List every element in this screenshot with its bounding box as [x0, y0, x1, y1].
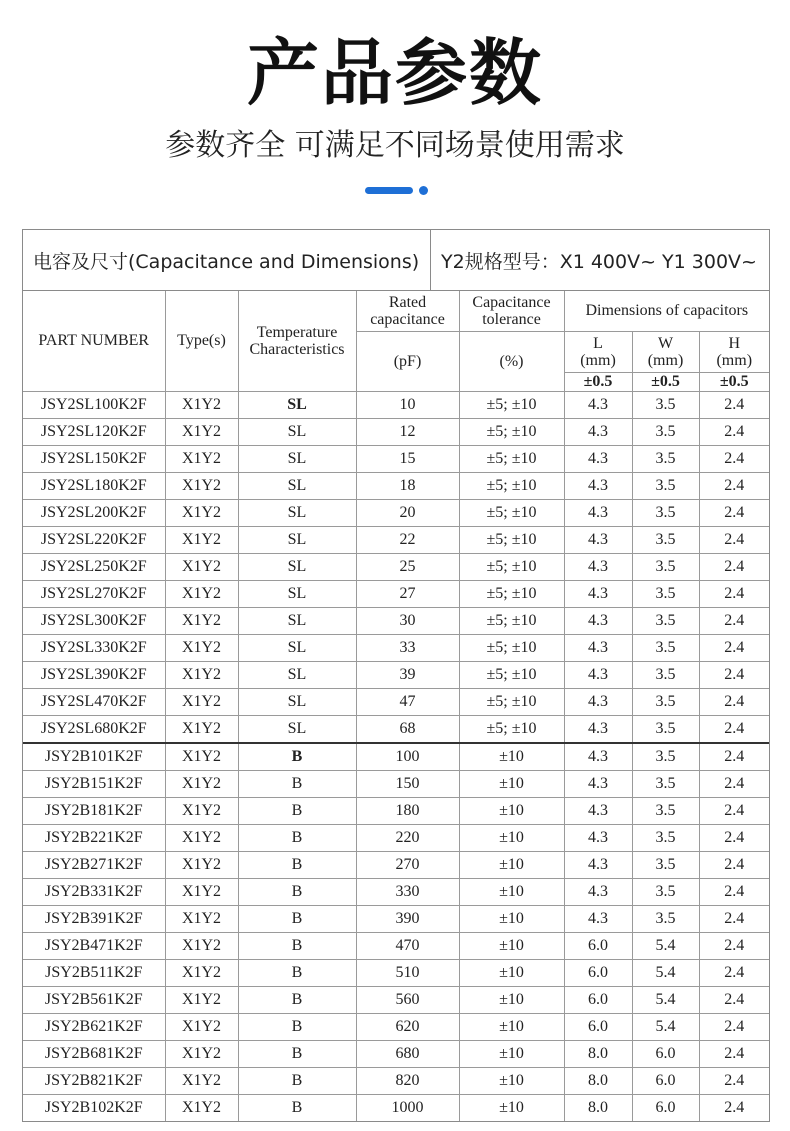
cell-height: 2.4	[699, 445, 769, 472]
col-height-tolerance: ±0.5	[699, 372, 769, 391]
table-row	[23, 391, 769, 418]
cell-temperature: B	[238, 770, 356, 797]
cell-length: 4.3	[564, 553, 632, 580]
cell-type: X1Y2	[165, 878, 238, 905]
accent-dot	[419, 186, 428, 195]
cell-height: 2.4	[699, 526, 769, 553]
cell-height: 2.4	[699, 986, 769, 1013]
cell-height: 2.4	[699, 1013, 769, 1040]
col-height-label: H	[728, 334, 741, 352]
cell-length: 4.3	[564, 418, 632, 445]
cell-width: 5.4	[632, 986, 699, 1013]
table-row	[23, 634, 769, 661]
cell-type: X1Y2	[165, 634, 238, 661]
cell-tolerance: ±5; ±10	[459, 688, 564, 715]
cell-rated-capacitance: 22	[356, 526, 459, 553]
cell-rated-capacitance: 680	[356, 1040, 459, 1067]
cell-temperature: B	[238, 824, 356, 851]
cell-type: X1Y2	[165, 851, 238, 878]
col-dimensions: Dimensions of capacitors	[564, 291, 769, 331]
cell-length: 4.3	[564, 878, 632, 905]
cell-tolerance: ±5; ±10	[459, 553, 564, 580]
cell-width: 3.5	[632, 770, 699, 797]
cell-length: 4.3	[564, 851, 632, 878]
cell-height: 2.4	[699, 634, 769, 661]
cell-rated-capacitance: 18	[356, 472, 459, 499]
cell-temperature: SL	[238, 607, 356, 634]
cell-rated-capacitance: 330	[356, 878, 459, 905]
banner-y2-model: Y2规格型号：X1 400V~ Y1 300V~	[441, 250, 757, 273]
cell-width: 3.5	[632, 661, 699, 688]
cell-rated-capacitance: 220	[356, 824, 459, 851]
cell-temperature: B	[238, 851, 356, 878]
cell-temperature: B	[238, 878, 356, 905]
cell-width: 3.5	[632, 580, 699, 607]
cell-type: X1Y2	[165, 824, 238, 851]
col-length-label: L	[593, 334, 603, 352]
col-tolerance-unit: (%)	[459, 331, 564, 391]
cell-temperature: SL	[238, 391, 356, 418]
cell-width: 3.5	[632, 688, 699, 715]
cell-type: X1Y2	[165, 418, 238, 445]
cell-part-number: JSY2SL680K2F	[23, 715, 165, 743]
cell-width: 3.5	[632, 553, 699, 580]
cell-width: 3.5	[632, 797, 699, 824]
col-height-unit: (mm)	[716, 351, 753, 369]
cell-tolerance: ±10	[459, 986, 564, 1013]
cell-tolerance: ±5; ±10	[459, 418, 564, 445]
cell-rated-capacitance: 1000	[356, 1094, 459, 1121]
cell-width: 3.5	[632, 878, 699, 905]
cell-length: 4.3	[564, 905, 632, 932]
cell-temperature: B	[238, 932, 356, 959]
cell-length: 4.3	[564, 715, 632, 743]
cell-type: X1Y2	[165, 770, 238, 797]
cell-width: 3.5	[632, 418, 699, 445]
col-temperature-line1: Temperature	[256, 323, 338, 341]
cell-part-number: JSY2SL300K2F	[23, 607, 165, 634]
col-length	[564, 331, 632, 372]
cell-width: 3.5	[632, 634, 699, 661]
cell-type: X1Y2	[165, 1094, 238, 1121]
table-row	[23, 526, 769, 553]
spec-banner	[23, 230, 769, 291]
table-row	[23, 661, 769, 688]
col-tolerance-line2: tolerance	[482, 310, 541, 328]
cell-type: X1Y2	[165, 986, 238, 1013]
cell-tolerance: ±10	[459, 959, 564, 986]
cell-type: X1Y2	[165, 1013, 238, 1040]
cell-part-number: JSY2SL100K2F	[23, 391, 165, 418]
cell-part-number: JSY2SL200K2F	[23, 499, 165, 526]
cell-rated-capacitance: 20	[356, 499, 459, 526]
cell-height: 2.4	[699, 932, 769, 959]
cell-rated-capacitance: 27	[356, 580, 459, 607]
cell-type: X1Y2	[165, 499, 238, 526]
cell-height: 2.4	[699, 824, 769, 851]
cell-height: 2.4	[699, 878, 769, 905]
col-capacitance-tolerance	[459, 291, 564, 331]
cell-temperature: B	[238, 986, 356, 1013]
cell-height: 2.4	[699, 1067, 769, 1094]
cell-height: 2.4	[699, 553, 769, 580]
cell-tolerance: ±5; ±10	[459, 607, 564, 634]
table-row	[23, 715, 769, 743]
cell-rated-capacitance: 39	[356, 661, 459, 688]
cell-rated-capacitance: 30	[356, 607, 459, 634]
cell-width: 5.4	[632, 932, 699, 959]
cell-part-number: JSY2SL470K2F	[23, 688, 165, 715]
accent-bar	[365, 187, 413, 194]
cell-type: X1Y2	[165, 932, 238, 959]
cell-length: 4.3	[564, 770, 632, 797]
cell-part-number: JSY2B151K2F	[23, 770, 165, 797]
cell-temperature: SL	[238, 499, 356, 526]
cell-temperature: SL	[238, 634, 356, 661]
cell-part-number: JSY2SL120K2F	[23, 418, 165, 445]
cell-width: 3.5	[632, 743, 699, 771]
cell-height: 2.4	[699, 797, 769, 824]
cell-type: X1Y2	[165, 580, 238, 607]
cell-height: 2.4	[699, 580, 769, 607]
cell-width: 5.4	[632, 959, 699, 986]
cell-temperature: B	[238, 1013, 356, 1040]
cell-tolerance: ±10	[459, 905, 564, 932]
spec-table	[23, 291, 769, 1121]
table-row	[23, 1094, 769, 1121]
cell-length: 4.3	[564, 526, 632, 553]
cell-width: 3.5	[632, 851, 699, 878]
cell-part-number: JSY2B391K2F	[23, 905, 165, 932]
cell-rated-capacitance: 270	[356, 851, 459, 878]
table-row	[23, 932, 769, 959]
cell-tolerance: ±10	[459, 743, 564, 771]
cell-tolerance: ±10	[459, 824, 564, 851]
cell-rated-capacitance: 180	[356, 797, 459, 824]
cell-part-number: JSY2SL150K2F	[23, 445, 165, 472]
cell-part-number: JSY2B102K2F	[23, 1094, 165, 1121]
page-title: 产品参数	[246, 31, 543, 115]
cell-width: 6.0	[632, 1094, 699, 1121]
col-rated-capacitance	[356, 291, 459, 331]
table-row	[23, 905, 769, 932]
table-row	[23, 1040, 769, 1067]
cell-part-number: JSY2SL390K2F	[23, 661, 165, 688]
cell-temperature: B	[238, 743, 356, 771]
cell-width: 3.5	[632, 391, 699, 418]
cell-type: X1Y2	[165, 445, 238, 472]
cell-rated-capacitance: 390	[356, 905, 459, 932]
cell-width: 3.5	[632, 445, 699, 472]
cell-height: 2.4	[699, 743, 769, 771]
cell-height: 2.4	[699, 661, 769, 688]
cell-height: 2.4	[699, 715, 769, 743]
cell-temperature: B	[238, 1040, 356, 1067]
page-subtitle: 参数齐全 可满足不同场景使用需求	[165, 128, 625, 163]
cell-temperature: SL	[238, 688, 356, 715]
cell-height: 2.4	[699, 418, 769, 445]
cell-length: 4.3	[564, 661, 632, 688]
cell-width: 3.5	[632, 607, 699, 634]
table-row	[23, 851, 769, 878]
cell-temperature: SL	[238, 472, 356, 499]
table-row	[23, 797, 769, 824]
cell-length: 8.0	[564, 1094, 632, 1121]
cell-length: 6.0	[564, 932, 632, 959]
cell-length: 8.0	[564, 1067, 632, 1094]
cell-temperature: SL	[238, 715, 356, 743]
table-row	[23, 1013, 769, 1040]
cell-width: 3.5	[632, 715, 699, 743]
banner-capacitance-dimensions: 电容及尺寸(Capacitance and Dimensions)	[23, 230, 431, 290]
cell-part-number: JSY2B221K2F	[23, 824, 165, 851]
cell-temperature: B	[238, 959, 356, 986]
cell-length: 4.3	[564, 743, 632, 771]
cell-height: 2.4	[699, 499, 769, 526]
cell-type: X1Y2	[165, 743, 238, 771]
cell-part-number: JSY2B101K2F	[23, 743, 165, 771]
cell-temperature: B	[238, 905, 356, 932]
cell-type: X1Y2	[165, 905, 238, 932]
cell-tolerance: ±5; ±10	[459, 499, 564, 526]
cell-part-number: JSY2SL330K2F	[23, 634, 165, 661]
col-part-number: PART NUMBER	[23, 291, 165, 391]
cell-height: 2.4	[699, 607, 769, 634]
cell-type: X1Y2	[165, 1040, 238, 1067]
cell-rated-capacitance: 620	[356, 1013, 459, 1040]
table-row	[23, 472, 769, 499]
cell-tolerance: ±5; ±10	[459, 661, 564, 688]
cell-width: 3.5	[632, 526, 699, 553]
cell-height: 2.4	[699, 905, 769, 932]
cell-width: 3.5	[632, 472, 699, 499]
col-length-unit: (mm)	[580, 351, 616, 369]
cell-type: X1Y2	[165, 526, 238, 553]
cell-rated-capacitance: 100	[356, 743, 459, 771]
cell-height: 2.4	[699, 391, 769, 418]
cell-part-number: JSY2SL270K2F	[23, 580, 165, 607]
col-height	[699, 331, 769, 372]
col-length-tolerance: ±0.5	[564, 372, 632, 391]
cell-part-number: JSY2B821K2F	[23, 1067, 165, 1094]
table-row	[23, 499, 769, 526]
col-width-unit: (mm)	[647, 351, 684, 369]
cell-height: 2.4	[699, 472, 769, 499]
spec-table-container	[22, 229, 770, 1122]
cell-width: 3.5	[632, 905, 699, 932]
table-row	[23, 418, 769, 445]
col-type: Type(s)	[165, 291, 238, 391]
cell-tolerance: ±5; ±10	[459, 715, 564, 743]
cell-rated-capacitance: 33	[356, 634, 459, 661]
cell-tolerance: ±10	[459, 1067, 564, 1094]
cell-rated-capacitance: 25	[356, 553, 459, 580]
table-row	[23, 607, 769, 634]
cell-length: 4.3	[564, 445, 632, 472]
cell-tolerance: ±5; ±10	[459, 445, 564, 472]
table-row	[23, 986, 769, 1013]
cell-tolerance: ±5; ±10	[459, 634, 564, 661]
table-header	[23, 291, 769, 391]
cell-length: 4.3	[564, 580, 632, 607]
col-temperature-line2: Characteristics	[249, 340, 345, 358]
cell-height: 2.4	[699, 1040, 769, 1067]
table-row	[23, 878, 769, 905]
cell-rated-capacitance: 150	[356, 770, 459, 797]
cell-rated-capacitance: 820	[356, 1067, 459, 1094]
cell-type: X1Y2	[165, 715, 238, 743]
cell-part-number: JSY2B271K2F	[23, 851, 165, 878]
table-row	[23, 743, 769, 771]
cell-length: 4.3	[564, 499, 632, 526]
cell-tolerance: ±5; ±10	[459, 391, 564, 418]
cell-length: 6.0	[564, 986, 632, 1013]
cell-length: 4.3	[564, 688, 632, 715]
cell-temperature: B	[238, 1067, 356, 1094]
cell-temperature: SL	[238, 580, 356, 607]
cell-tolerance: ±5; ±10	[459, 580, 564, 607]
cell-height: 2.4	[699, 688, 769, 715]
cell-part-number: JSY2SL180K2F	[23, 472, 165, 499]
table-row	[23, 553, 769, 580]
table-row	[23, 580, 769, 607]
col-rated-line2: capacitance	[370, 310, 445, 328]
cell-rated-capacitance: 510	[356, 959, 459, 986]
cell-tolerance: ±10	[459, 851, 564, 878]
cell-temperature: SL	[238, 418, 356, 445]
cell-temperature: SL	[238, 526, 356, 553]
cell-part-number: JSY2B561K2F	[23, 986, 165, 1013]
cell-tolerance: ±10	[459, 770, 564, 797]
cell-tolerance: ±10	[459, 1094, 564, 1121]
table-body	[23, 391, 769, 1121]
cell-width: 6.0	[632, 1067, 699, 1094]
cell-temperature: SL	[238, 661, 356, 688]
cell-type: X1Y2	[165, 607, 238, 634]
cell-length: 4.3	[564, 472, 632, 499]
cell-length: 4.3	[564, 634, 632, 661]
cell-width: 3.5	[632, 499, 699, 526]
cell-tolerance: ±10	[459, 797, 564, 824]
cell-part-number: JSY2B471K2F	[23, 932, 165, 959]
cell-height: 2.4	[699, 851, 769, 878]
col-width-label: W	[657, 334, 674, 352]
table-row	[23, 770, 769, 797]
cell-tolerance: ±5; ±10	[459, 472, 564, 499]
cell-part-number: JSY2B181K2F	[23, 797, 165, 824]
cell-part-number: JSY2B681K2F	[23, 1040, 165, 1067]
table-row	[23, 688, 769, 715]
cell-type: X1Y2	[165, 391, 238, 418]
cell-part-number: JSY2SL220K2F	[23, 526, 165, 553]
cell-temperature: B	[238, 797, 356, 824]
cell-type: X1Y2	[165, 688, 238, 715]
cell-length: 6.0	[564, 959, 632, 986]
table-row	[23, 445, 769, 472]
cell-rated-capacitance: 68	[356, 715, 459, 743]
cell-type: X1Y2	[165, 553, 238, 580]
cell-part-number: JSY2B331K2F	[23, 878, 165, 905]
cell-temperature: SL	[238, 445, 356, 472]
cell-width: 3.5	[632, 824, 699, 851]
cell-length: 4.3	[564, 797, 632, 824]
cell-height: 2.4	[699, 1094, 769, 1121]
cell-tolerance: ±10	[459, 932, 564, 959]
header	[0, 0, 790, 229]
col-tolerance-line1: Capacitance	[472, 293, 551, 311]
cell-tolerance: ±10	[459, 878, 564, 905]
cell-temperature: SL	[238, 553, 356, 580]
cell-tolerance: ±10	[459, 1013, 564, 1040]
cell-type: X1Y2	[165, 797, 238, 824]
cell-rated-capacitance: 470	[356, 932, 459, 959]
col-rated-line1: Rated	[388, 293, 427, 311]
cell-height: 2.4	[699, 770, 769, 797]
cell-length: 4.3	[564, 824, 632, 851]
cell-rated-capacitance: 47	[356, 688, 459, 715]
cell-height: 2.4	[699, 959, 769, 986]
accent-decoration	[365, 186, 429, 196]
cell-part-number: JSY2B621K2F	[23, 1013, 165, 1040]
cell-rated-capacitance: 12	[356, 418, 459, 445]
cell-rated-capacitance: 560	[356, 986, 459, 1013]
cell-type: X1Y2	[165, 661, 238, 688]
cell-rated-capacitance: 15	[356, 445, 459, 472]
table-row	[23, 1067, 769, 1094]
cell-tolerance: ±5; ±10	[459, 526, 564, 553]
cell-length: 4.3	[564, 391, 632, 418]
cell-type: X1Y2	[165, 959, 238, 986]
col-rated-unit: (pF)	[356, 331, 459, 391]
table-row	[23, 959, 769, 986]
col-temperature	[238, 291, 356, 391]
cell-length: 4.3	[564, 607, 632, 634]
table-row	[23, 824, 769, 851]
cell-part-number: JSY2B511K2F	[23, 959, 165, 986]
col-width	[632, 331, 699, 372]
cell-rated-capacitance: 10	[356, 391, 459, 418]
cell-tolerance: ±10	[459, 1040, 564, 1067]
cell-part-number: JSY2SL250K2F	[23, 553, 165, 580]
cell-length: 8.0	[564, 1040, 632, 1067]
cell-type: X1Y2	[165, 472, 238, 499]
col-width-tolerance: ±0.5	[632, 372, 699, 391]
cell-length: 6.0	[564, 1013, 632, 1040]
cell-temperature: B	[238, 1094, 356, 1121]
cell-width: 5.4	[632, 1013, 699, 1040]
cell-width: 6.0	[632, 1040, 699, 1067]
cell-type: X1Y2	[165, 1067, 238, 1094]
